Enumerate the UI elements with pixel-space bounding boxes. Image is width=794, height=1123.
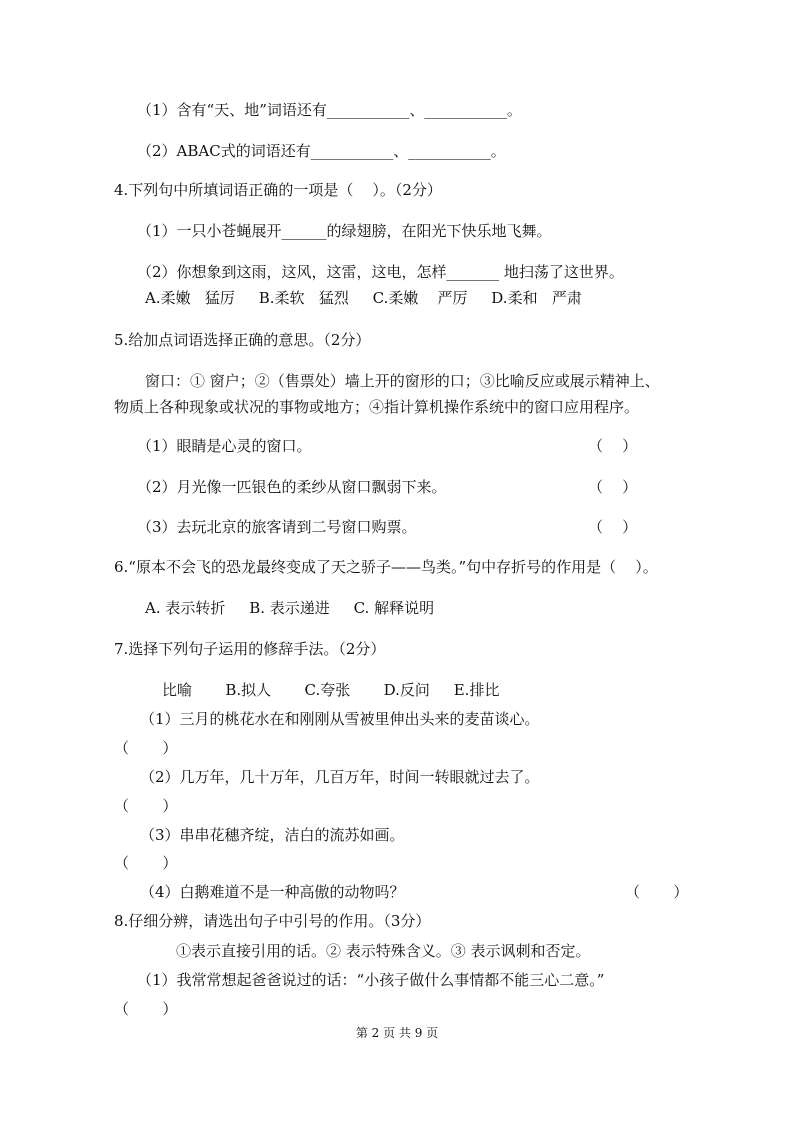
q5-item-3: （3）去玩北京的旅客请到二号窗口购票。 [137, 518, 417, 536]
q7-item-4: （4）白鹅难道不是一种高傲的动物吗？ [140, 883, 405, 901]
q7-item-1: （1）三月的桃花水在和刚刚从雪被里伸出头来的麦苗谈心。 [140, 710, 540, 728]
q4-sentence-2: （2）你想象到这雨，这风，这雷，这电，怎样_______ 地扫荡了这世界。 [137, 263, 624, 281]
q4-heading: 4.下列句中所填词语正确的一项是（ ）。（2分） [114, 181, 442, 199]
q7-options: 比喻 B.拟人 C.夸张 D.反问 E.排比 [162, 681, 500, 699]
q5-answer-blank-1: （ ） [588, 437, 638, 455]
q3-sub1-text: （1）含有“天、地”词语还有___________、___________。 [137, 101, 522, 119]
q5-definition-line-2: 物质上各种现象或状况的事物或地方；④指计算机操作系统中的窗口应用程序。 [114, 398, 640, 416]
q6-heading: 6.“原本不会飞的恐龙最终变成了天之骄子——鸟类。”句中存折号的作用是（ ）。 [114, 558, 658, 576]
q8-heading: 8.仔细分辨，请选出句子中引号的作用。（3分） [114, 912, 431, 930]
q7-item-3: （3）串串花穗齐绽，洁白的流苏如画。 [140, 826, 405, 844]
q7-heading: 7.选择下列句子运用的修辞手法。（2分） [114, 640, 386, 658]
q8-answer-blank-1: （ ） [114, 1000, 178, 1018]
q5-item-1: （1）眼睛是心灵的窗口。 [137, 437, 312, 455]
q4-options: A.柔嫩 猛厉 B.柔软 猛烈 C.柔嫩 严厉 D.柔和 严肃 [145, 289, 582, 307]
q4-sentence-1: （1）一只小苍蝇展开______的绿翅膀，在阳光下快乐地飞舞。 [137, 222, 552, 240]
page-footer: 第 2 页 共 9 页 [355, 1026, 439, 1040]
q3-sub2-text: （2）ABAC式的词语还有___________、___________。 [137, 142, 506, 160]
q5-answer-blank-3: （ ） [588, 518, 638, 536]
q8-options: ①表示直接引用的话。② 表示特殊含义。③ 表示讽刺和否定。 [176, 942, 591, 960]
q5-definition-line-1: 窗口：① 窗户；②（售票处）墙上开的窗形的口；③比喻反应或展示精神上、 [145, 372, 660, 390]
q7-answer-blank-3: （ ） [114, 854, 178, 872]
q6-options: A. 表示转折 B. 表示递进 C. 解释说明 [145, 599, 435, 617]
q7-answer-blank-1: （ ） [114, 739, 178, 757]
q8-item-1: （1）我常常想起爸爸说过的话：“小孩子做什么事情都不能三心二意。” [137, 971, 605, 989]
q5-item-2: （2）月光像一匹银色的柔纱从窗口飘弱下来。 [137, 478, 447, 496]
q7-answer-blank-2: （ ） [114, 797, 178, 815]
q5-heading: 5.给加点词语选择正确的意思。（2分） [114, 331, 371, 349]
q5-answer-blank-2: （ ） [588, 478, 638, 496]
q7-item-2: （2）几万年，几十万年，几百万年，时间一转眼就过去了。 [140, 768, 540, 786]
q7-answer-blank-4: （ ） [625, 883, 689, 901]
